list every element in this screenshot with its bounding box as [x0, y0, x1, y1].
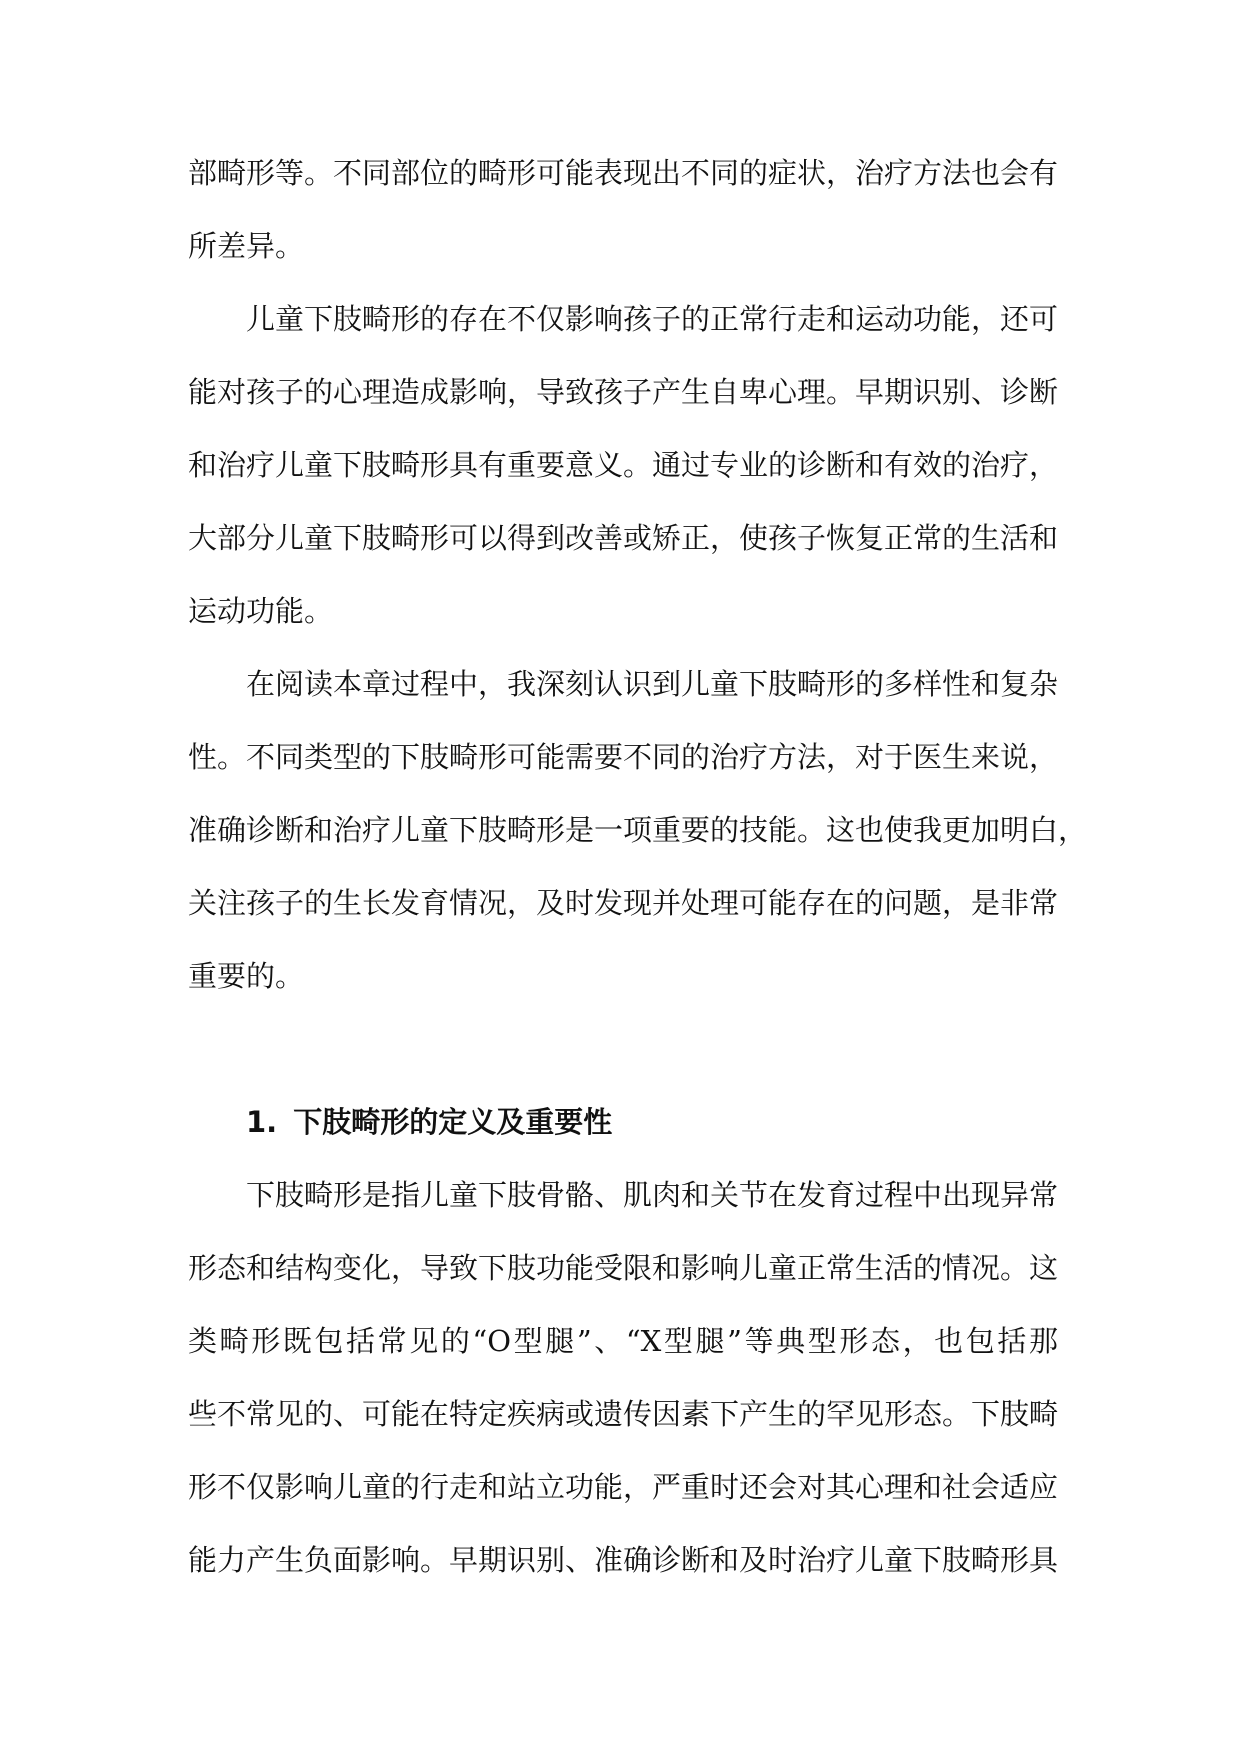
paragraph-line: 能对孩子的心理造成影响，导致孩子产生自卑心理。早期识别、诊断 — [188, 375, 1059, 409]
paragraph-line: 重要的。 — [188, 959, 305, 993]
paragraph-line: 关注孩子的生长发育情况，及时发现并处理可能存在的问题，是非常 — [188, 886, 1059, 920]
paragraph-line: 能力产生负面影响。早期识别、准确诊断和及时治疗儿童下肢畸形具 — [188, 1543, 1059, 1577]
paragraph-line: 和治疗儿童下肢畸形具有重要意义。通过专业的诊断和有效的治疗， — [188, 448, 1059, 482]
section-paragraph — [188, 1159, 1058, 1597]
paragraph-2 — [188, 283, 1058, 648]
paragraph-1 — [188, 137, 1058, 283]
paragraph-line: 大部分儿童下肢畸形可以得到改善或矫正，使孩子恢复正常的生活和 — [188, 521, 1059, 555]
document-body — [188, 137, 1088, 1597]
paragraph-line: 所差异。 — [188, 229, 305, 263]
paragraph-line: 性。不同类型的下肢畸形可能需要不同的治疗方法，对于医生来说， — [188, 740, 1059, 774]
paragraph-line: 下肢畸形是指儿童下肢骨骼、肌肉和关节在发育过程中出现异常 — [246, 1178, 1059, 1212]
paragraph-line: 运动功能。 — [188, 594, 334, 628]
section-heading — [188, 1086, 1058, 1159]
paragraph-line: 形态和结构变化，导致下肢功能受限和影响儿童正常生活的情况。这 — [188, 1251, 1059, 1285]
paragraph-line: 形不仅影响儿童的行走和站立功能，严重时还会对其心理和社会适应 — [188, 1470, 1059, 1504]
paragraph-line: 儿童下肢畸形的存在不仅影响孩子的正常行走和运动功能，还可 — [246, 302, 1059, 336]
paragraph-3 — [188, 648, 1088, 1013]
paragraph-line: 部畸形等。不同部位的畸形可能表现出不同的症状，治疗方法也会有 — [188, 156, 1059, 190]
section-spacer — [188, 1013, 1058, 1086]
paragraph-line: 准确诊断和治疗儿童下肢畸形是一项重要的技能。这也使我更加明白， — [188, 813, 1088, 847]
section-number: 1. — [246, 1105, 278, 1139]
paragraph-line: 些不常见的、可能在特定疾病或遗传因素下产生的罕见形态。下肢畸 — [188, 1397, 1059, 1431]
section-title: 下肢畸形的定义及重要性 — [293, 1105, 613, 1139]
paragraph-line: 类畸形既包括常见的“O型腿”、“X型腿”等典型形态，也包括那 — [188, 1324, 1058, 1358]
paragraph-line: 在阅读本章过程中，我深刻认识到儿童下肢畸形的多样性和复杂 — [246, 667, 1059, 701]
